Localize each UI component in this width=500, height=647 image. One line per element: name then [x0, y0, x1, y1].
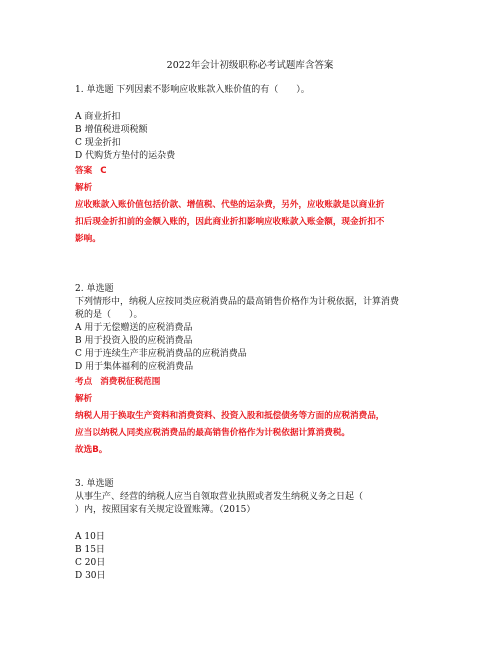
- answer-value: C: [100, 166, 107, 176]
- analysis-text-line: 应收账款入账价值包括价款、增值税、代垫的运杂费，另外，应收账款是以商业折: [75, 200, 385, 210]
- answer-line: [75, 163, 435, 180]
- option-d: D 用于集体福利的应税消费品: [75, 362, 194, 372]
- answer-label: 答案: [75, 166, 93, 176]
- option-d: D 30日: [75, 571, 106, 581]
- option-a: A 商业折扣: [75, 112, 121, 122]
- option-b: B 增值税进项税额: [75, 125, 148, 135]
- topic-label: 考点: [75, 377, 93, 387]
- question-2: [75, 283, 435, 459]
- question-stem: 1. 单选题 下列因素不影响应收账款入账价值的有（ ）。: [75, 85, 310, 95]
- topic-line: [75, 374, 435, 391]
- analysis-label: 解析: [75, 183, 93, 193]
- question-stem-line: 从事生产、经营的纳税人应当自领取营业执照或者发生纳税义务之日起（: [75, 492, 364, 502]
- option-c: C 20日: [75, 558, 106, 568]
- analysis-text-line: 影响。: [75, 234, 101, 244]
- topic-value: 消费税征税范围: [100, 377, 161, 387]
- question-number: 3. 单选题: [75, 479, 114, 489]
- question-stem-line: 下列情形中，纳税人应按同类应税消费品的最高销售价格作为计税依据，计算消费: [75, 297, 400, 307]
- analysis-text-line: 应当以纳税人同类应税消费品的最高销售价格作为计税依据计算消费税。: [75, 428, 351, 438]
- question-number: 2. 单选题: [75, 284, 114, 294]
- question-stem-line: 税的是（ ）。: [75, 310, 143, 320]
- analysis-label: 解析: [75, 394, 93, 404]
- analysis-text-line: 纳税人用于换取生产资料和消费资料、投资入股和抵偿债务等方面的应税消费品，: [75, 411, 385, 421]
- option-c: C 现金折扣: [75, 138, 121, 148]
- question-stem-line: ）内，按照国家有关规定设置账簿。（2015）: [75, 505, 256, 515]
- question-3: [75, 478, 435, 583]
- document-title: 2022年会计初级职称必考试题库含答案: [166, 60, 334, 71]
- option-d: D 代购货方垫付的运杂费: [75, 151, 176, 161]
- analysis-text-line: 故选B。: [75, 445, 108, 455]
- option-a: A 10日: [75, 532, 105, 542]
- option-c: C 用于连续生产非应税消费品的应税消费品: [75, 349, 247, 359]
- option-b: B 用于投资入股的应税消费品: [75, 336, 193, 346]
- option-b: B 15日: [75, 545, 105, 555]
- analysis-text-line: 扣后现金折扣前的金额入账的，因此商业折扣影响应收账款入账金额，现金折扣不: [75, 217, 385, 227]
- option-a: A 用于无偿赠送的应税消费品: [75, 323, 193, 333]
- question-1: [75, 84, 435, 248]
